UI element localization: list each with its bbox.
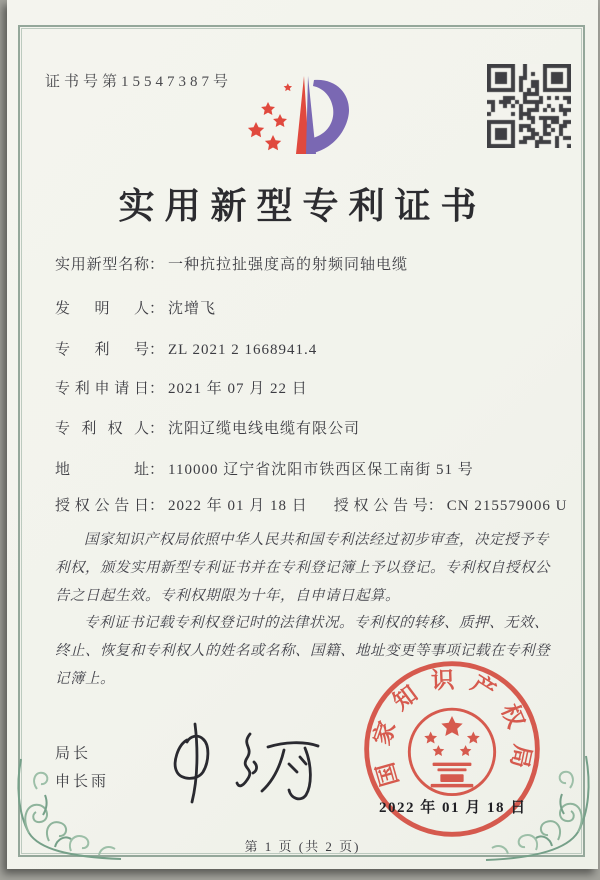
colon: ： [149, 342, 165, 358]
cnipa-logo-icon [235, 64, 375, 166]
colon: ： [149, 421, 165, 437]
field-row-name [55, 253, 568, 274]
field-row-filing-date [55, 377, 568, 398]
certificate-page [7, 0, 598, 869]
signer-title: 局长 [55, 746, 92, 762]
field-value: 一种抗拉扯强度高的射频同轴电缆 [168, 257, 409, 273]
field-value: 沈阳辽缆电线电缆有限公司 [168, 421, 361, 437]
legal-paragraph-1: 国家知识产权局依照中华人民共和国专利法经过初步审查，决定授予专利权，颁发实用新型专利证书并在专利登记簿上予以登记。专利权自授权公告之日起生效。专利权期限为十年，自申请日起算。 [55, 532, 550, 604]
field-label: 专利号 [55, 342, 149, 358]
seal-text: 国家知识产权局 [368, 667, 536, 789]
signer-name: 申长雨 [55, 774, 110, 790]
qr-code [487, 64, 571, 148]
field-label: 授权公告日 [55, 498, 149, 514]
field-label: 发明人 [55, 301, 149, 317]
colon: ： [149, 462, 165, 478]
page-number: 第 1 页 (共 2 页) [244, 839, 361, 854]
field-value: ZL 2021 2 1668941.4 [168, 342, 318, 358]
field-label: 专利申请日 [55, 381, 149, 397]
certificate-number: 证书号第15547387号 [45, 74, 233, 90]
seal-date: 2022 年 01 月 18 日 [379, 800, 527, 816]
field-row-grant-date [55, 494, 568, 515]
field-label: 地址 [55, 462, 149, 478]
field-value: 沈增飞 [168, 301, 217, 317]
field-value: 2021 年 07 月 22 日 [168, 381, 308, 397]
colon: ： [149, 381, 165, 397]
certificate-title: 实用新型专利证书 [118, 186, 487, 226]
field-row-address [55, 458, 568, 479]
field-label: 专利权人 [55, 421, 149, 437]
colon: ： [427, 498, 443, 514]
field-label: 实用新型名称 [55, 257, 149, 273]
field-value: 110000 辽宁省沈阳市铁西区保工南街 51 号 [168, 462, 474, 478]
colon: ： [149, 257, 165, 273]
colon: ： [149, 301, 165, 317]
legal-paragraph-2: 专利证书记载专利权登记时的法律状况。专利权的转移、质押、无效、终止、恢复和专利权人的姓名或名称、国籍、地址变更等事项记载在专利登记簿上。 [55, 615, 550, 688]
field-value: 2022 年 01 月 18 日 [168, 498, 308, 514]
colon: ： [149, 498, 165, 514]
floral-ornament-left-icon [9, 755, 127, 867]
field-value-grant-number: CN 215579006 U [446, 498, 568, 514]
signature-shen-changyu-icon [157, 718, 332, 818]
field-label-grant-number: 授权公告号 [333, 498, 428, 514]
field-row-inventor [55, 297, 568, 318]
field-row-patentee [55, 417, 568, 438]
field-row-patent-number [55, 338, 568, 359]
